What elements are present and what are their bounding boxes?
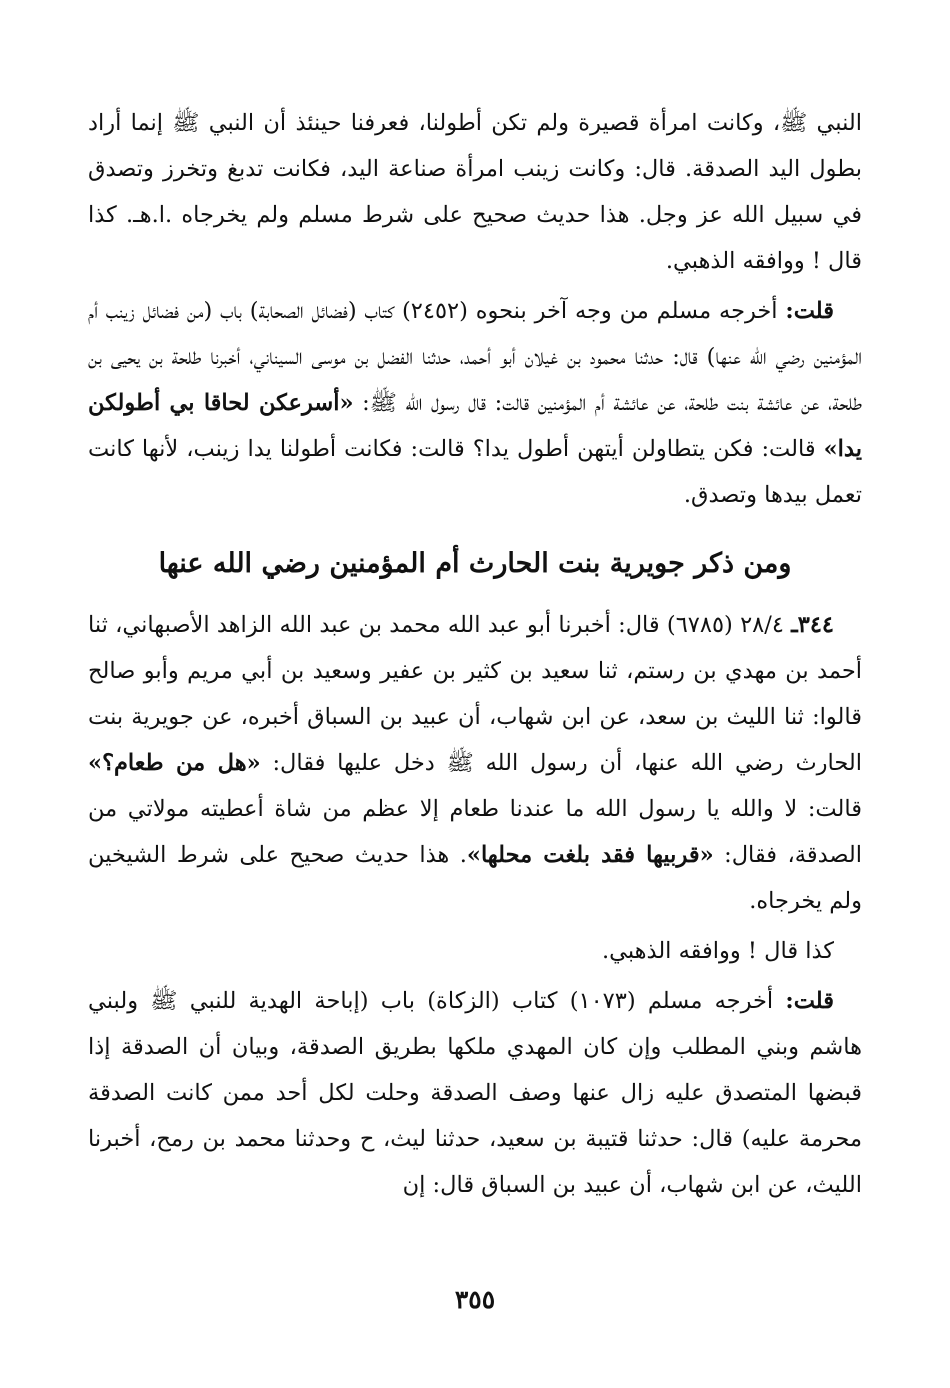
paragraph-5-text: أخرجه مسلم (١٠٧٣) كتاب (الزكاة) باب (إباحة الهدية للنبي ﷺ ولبني هاشم وبني المطلب وإن كان المهدي ملكها بطريق الصدقة، وبيان أن الصدقة إذا قبضها المتصدق عليه زال عنها وصف الصدقة وحلت لكل أحد ممن كانت الصدقة محرمة عليه) قال: حدثنا قتيبة بن سعيد، حدثنا ليث، ح وحدثنا محمد بن رمح، أخبرنا الليث، عن ابن شهاب، أن عبيد بن السباق قال: إن — [88, 988, 862, 1198]
paragraph-5-lead: قلت: — [785, 988, 834, 1014]
paragraph-3 — [88, 602, 862, 924]
page-number: ٣٥٥ — [454, 1285, 496, 1314]
hadith-number: ٣٤٤ـ — [791, 612, 835, 638]
paragraph-3-text-3: . هذا حديث صحيح على شرط الشيخين ولم يخرجاه. — [88, 842, 862, 914]
paragraph-4 — [88, 928, 862, 974]
paragraph-3-text-2: قالت: لا والله يا رسول الله ما عندنا طعام إلا عظم من شاة أعطيته مولاتي من الصدقة، فقال: — [88, 796, 863, 868]
paragraph-3-hadith-quote-1: «هل من طعام؟» — [88, 750, 261, 776]
paragraph-4-text: كذا قال ! ووافقه الذهبي. — [601, 938, 834, 964]
paragraph-1 — [88, 100, 862, 284]
paragraph-2-text-1: أخرجه مسلم من وجه آخر بنحوه (٢٤٥٢) كتاب (فضائل الصحابة) باب (من فضائل زينب أم المؤمنين رضي الله عنها) قال: حدثنا محمود بن غيلان أبو أحمد، حدثنا الفضل بن موسى السيناني، أخبرنا طلحة بن يحيى بن طلحة، عن عائشة بنت طلحة، عن عائشة أم المؤمنين قالت: قال رسول الله ﷺ: — [88, 298, 862, 416]
paragraph-1-text: النبي ﷺ، وكانت امرأة قصيرة ولم تكن أطولنا، فعرفنا حينئذ أن النبي ﷺ إنما أراد بطول اليد الصدقة. قال: وكانت زينب امرأة صناعة اليد، فكانت تدبغ وتخرز وتصدق في سبيل الله عز وجل. هذا حديث صحيح على شرط مسلم ولم يخرجاه .ا.هـ. كذا قال ! ووافقه الذهبي. — [88, 110, 862, 274]
paragraph-3-text-1: ٢٨/٤ (٦٧٨٥) قال: أخبرنا أبو عبد الله محمد بن عبد الله الزاهد الأصبهاني، ثنا أحمد بن مهدي بن رستم، ثنا سعيد بن كثير بن عفير وسعيد بن أبي مريم وأبو صالح قالوا: ثنا الليث بن سعد، عن ابن شهاب، أن عبيد بن السباق أخبره، عن جويرية بنت الحارث رضي الله عنها، أن رسول الله ﷺ دخل عليها فقال: — [88, 612, 862, 776]
paragraph-2-text-2: قالت: فكن يتطاولن أيتهن أطول يدا؟ قالت: فكانت أطولنا يدا زينب، لأنها كانت تعمل بيدها وتصدق. — [88, 436, 862, 508]
section-heading: ومن ذكر جويرية بنت الحارث أم المؤمنين رضي الله عنها — [158, 548, 792, 579]
paragraph-5 — [88, 978, 862, 1208]
paragraph-2-hadith-quote: «أسرعكن لحاقا بي أطولكن يدا» — [88, 390, 862, 462]
paragraph-2-lead: قلت: — [785, 298, 834, 324]
paragraph-3-hadith-quote-2: «قربيها فقد بلغت محلها» — [466, 842, 714, 868]
paragraph-2 — [88, 288, 862, 518]
